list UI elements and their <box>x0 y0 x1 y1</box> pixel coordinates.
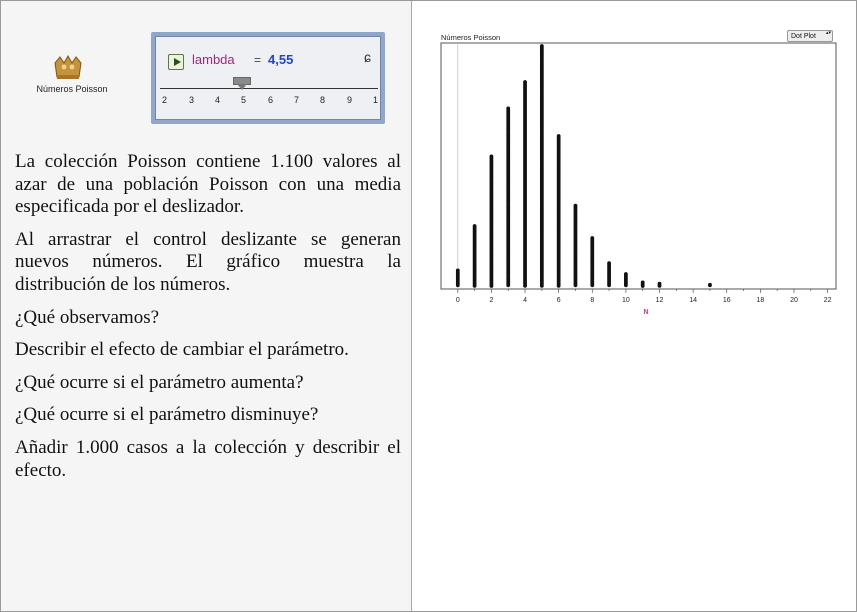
x-tick-label: 16 <box>722 297 731 304</box>
x-tick-label: 20 <box>790 297 798 304</box>
slider-tick-label: 4 <box>215 95 221 105</box>
slider-tick-label: 6 <box>268 95 274 105</box>
slider-equals: = <box>254 53 262 67</box>
paragraph: ¿Qué ocurre si el parámetro disminuye? <box>15 404 319 426</box>
x-axis-label: N <box>643 309 649 316</box>
slider-tick-label: 8 <box>320 95 326 105</box>
slider-tick-label: 3 <box>189 95 195 105</box>
slider-name: lambda <box>192 52 235 67</box>
paragraph: Al arrastrar el control deslizante se generan nuevos números. El gráfico muestra la distribución de los números. <box>15 228 401 295</box>
x-tick-label: 12 <box>655 297 664 304</box>
paragraph: La colección Poisson contiene 1.100 valores al azar de una población Poisson con una media especificada por el deslizador. <box>15 151 401 218</box>
collection-icon[interactable] <box>51 53 85 83</box>
slider-track[interactable] <box>160 88 378 89</box>
instructions-text <box>15 151 401 492</box>
slider-panel <box>151 32 385 124</box>
settings-icon[interactable]: ɕ <box>364 49 371 65</box>
x-tick-label: 0 <box>455 297 460 304</box>
slider-tick-label: 2 <box>162 95 168 105</box>
slider-tick-label: 1 <box>373 95 379 105</box>
x-tick-label: 22 <box>823 297 832 304</box>
slider-value[interactable]: 4,55 <box>268 52 294 67</box>
x-tick-label: 10 <box>621 297 630 304</box>
graph-title: Números Poisson <box>441 33 501 42</box>
collection-label: Números Poisson <box>36 84 108 94</box>
paragraph: ¿Qué ocurre si el parámetro aumenta? <box>15 371 304 393</box>
slider-tick-label: 7 <box>294 95 300 105</box>
left-panel <box>1 1 412 611</box>
x-tick-label: 4 <box>523 297 527 304</box>
slider-thumb[interactable] <box>233 77 251 85</box>
slider-inner <box>155 36 381 120</box>
dot-plot <box>412 1 856 316</box>
plot-area <box>441 43 836 289</box>
slider-tick-label: 5 <box>241 95 247 105</box>
x-tick-label: 6 <box>556 297 561 304</box>
paragraph: ¿Qué observamos? <box>15 306 160 328</box>
play-button[interactable] <box>168 54 184 70</box>
graph-panel <box>412 1 856 611</box>
paragraph: Añadir 1.000 casos a la colección y describir el efecto. <box>15 436 401 481</box>
paragraph: Describir el efecto de cambiar el parámetro. <box>15 339 349 361</box>
x-tick-label: 2 <box>489 297 494 304</box>
x-tick-label: 18 <box>756 297 765 304</box>
plot-type-select[interactable]: Dot Plot ▴▾ <box>787 30 833 42</box>
x-tick-label: 14 <box>689 297 698 304</box>
x-tick-label: 8 <box>590 297 595 304</box>
slider-tick-label: 9 <box>347 95 353 105</box>
